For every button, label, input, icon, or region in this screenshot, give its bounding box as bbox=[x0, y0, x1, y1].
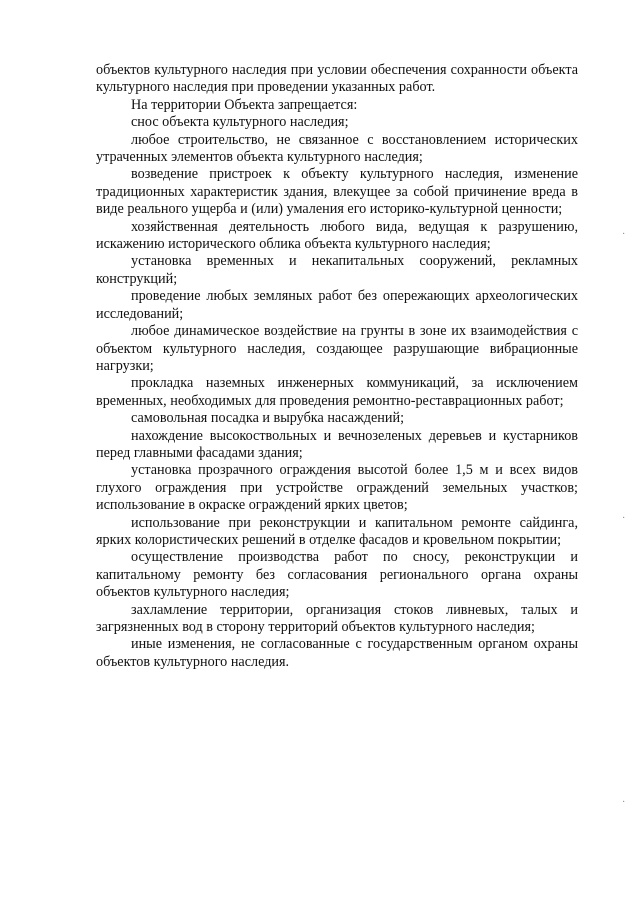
paragraph-item-works-without-approval: осуществление производства работ по сносу, реконструкции и капитальному ремонту без согласования регионального органа охраны объектов культурного наследия; bbox=[96, 549, 578, 601]
paragraph-item-planting: самовольная посадка и вырубка насаждений; bbox=[131, 410, 405, 427]
paragraph-continuation: объектов культурного наследия при условии обеспечения сохранности объекта культурного наследия при проведении указанных работ. bbox=[96, 62, 578, 96]
document-body bbox=[96, 62, 578, 671]
paragraph-item-temporary-structures: установка временных и некапитальных сооружений, рекламных конструкций; bbox=[96, 253, 578, 287]
paragraph-item-extensions: возведение пристроек к объекту культурного наследия, изменение традиционных характеристик здания, влекущее за собой причинение вреда в виде реального ущерба и (или) умаления его историко-культурной ценности; bbox=[96, 166, 578, 218]
paragraph-item-demolition: снос объекта культурного наследия; bbox=[131, 114, 349, 131]
paragraph-item-economic-activity: хозяйственная деятельность любого вида, ведущая к разрушению, искажению исторического облика объекта культурного наследия; bbox=[96, 218, 578, 253]
paragraph-item-construction: любое строительство, не связанное с восстановлением исторических утраченных элементов объекта культурного наследия; bbox=[96, 131, 578, 166]
scan-speck: · bbox=[622, 513, 626, 524]
scan-speck: · bbox=[622, 229, 626, 240]
scan-speck: · bbox=[622, 797, 626, 808]
paragraph-item-littering: захламление территории, организация стоков ливневых, талых и загрязненных вод в сторону территорий объектов культурного наследия; bbox=[96, 601, 578, 635]
paragraph-prohibitions-intro: На территории Объекта запрещается: bbox=[131, 96, 358, 113]
paragraph-item-utilities: прокладка наземных инженерных коммуникаций, за исключением временных, необходимых для проведения ремонтно-реставрационных работ; bbox=[96, 375, 578, 409]
paragraph-item-fencing: установка прозрачного ограждения высотой более 1,5 м и всех видов глухого ограждения при устройстве ограждений земельных участков; использование в окраске ограждений ярких цветов; bbox=[96, 462, 578, 514]
paragraph-item-earthworks: проведение любых земляных работ без опережающих археологических исследований; bbox=[96, 288, 578, 322]
paragraph-item-other-changes: иные изменения, не согласованные с государственным органом охраны объектов культурного наследия. bbox=[96, 636, 578, 670]
paragraph-item-trees: нахождение высокоствольных и вечнозеленых деревьев и кустарников перед главными фасадами здания; bbox=[96, 427, 578, 461]
paragraph-item-dynamic-impact: любое динамическое воздействие на грунты в зоне их взаимодействия с объектом культурного наследия, создающее разрушающие вибрационные нагрузки; bbox=[96, 323, 578, 374]
paragraph-item-siding: использование при реконструкции и капитальном ремонте сайдинга, ярких колористических решений в отделке фасадов и кровельном покрытии; bbox=[96, 514, 578, 548]
